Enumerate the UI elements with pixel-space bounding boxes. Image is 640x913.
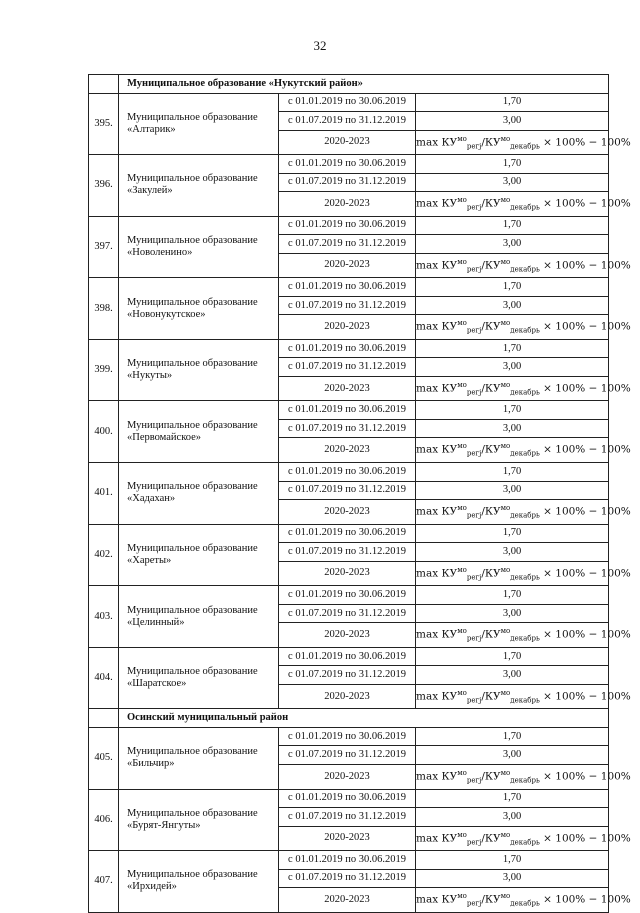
municipality-title: «Ирхидей» (127, 881, 177, 893)
row-number: 403. (89, 586, 119, 648)
formula-subscript: pегj (466, 776, 482, 785)
index-value: 1,70 (416, 155, 609, 174)
municipality-type: Муниципальное образование (127, 111, 258, 123)
period-cell: с 01.07.2019 по 31.12.2019 (279, 543, 416, 562)
formula-prefix: max КУ (416, 628, 458, 641)
municipality-name (119, 339, 279, 401)
index-formula (416, 500, 631, 525)
municipality-name (119, 401, 279, 463)
formula-prefix: max КУ (416, 259, 458, 272)
municipality-type: Муниципальное образование (127, 234, 258, 246)
period-cell: 2020-2023 (279, 253, 416, 278)
formula-superscript: мо (500, 565, 511, 574)
index-formula (416, 888, 631, 913)
index-formula (416, 253, 631, 278)
formula-superscript: мо (457, 257, 467, 266)
formula-divider: /КУ (481, 259, 501, 272)
period-cell: с 01.07.2019 по 31.12.2019 (279, 666, 416, 685)
formula-subscript: декабрь (510, 203, 540, 212)
formula-superscript: мо (457, 768, 467, 777)
formula-divider: /КУ (481, 197, 501, 210)
formula-superscript: мо (500, 627, 511, 636)
formula-divider: /КУ (481, 832, 501, 845)
formula-superscript: мо (457, 442, 467, 451)
period-cell: с 01.07.2019 по 31.12.2019 (279, 869, 416, 888)
row-number: 396. (89, 155, 119, 217)
formula-divider: /КУ (481, 567, 501, 580)
formula-subscript: pегj (466, 899, 482, 908)
table-row (89, 463, 609, 482)
period-cell: с 01.07.2019 по 31.12.2019 (279, 481, 416, 500)
index-value: 3,00 (416, 296, 609, 315)
municipality-name (119, 463, 279, 525)
table-row (89, 278, 609, 297)
municipality-type: Муниципальное образование (127, 296, 258, 308)
table-row (89, 401, 609, 420)
municipality-name (119, 647, 279, 709)
formula-subscript: pегj (466, 203, 482, 212)
period-cell: с 01.07.2019 по 31.12.2019 (279, 746, 416, 765)
index-value: 3,00 (416, 869, 609, 888)
municipality-name (119, 727, 279, 789)
index-formula (416, 561, 631, 586)
index-formula (416, 826, 631, 851)
municipality-type: Муниципальное образование (127, 542, 258, 554)
formula-prefix: max КУ (416, 136, 458, 148)
formula-superscript: мо (457, 319, 467, 328)
formula-subscript: pегj (466, 450, 482, 459)
period-cell: 2020-2023 (279, 130, 416, 155)
index-value: 3,00 (416, 666, 609, 685)
formula-suffix: × 100% − 100% (539, 136, 631, 148)
index-value: 3,00 (416, 235, 609, 254)
period-cell: с 01.01.2019 по 30.06.2019 (279, 524, 416, 543)
section-header: Муниципальное образование «Нукутский район» (119, 75, 609, 94)
formula-suffix: × 100% − 100% (539, 320, 631, 333)
formula-prefix: max КУ (416, 505, 458, 518)
table-row (89, 727, 609, 746)
formula-subscript: pегj (466, 573, 482, 582)
period-cell: 2020-2023 (279, 315, 416, 340)
municipality-name (119, 851, 279, 913)
formula-superscript: мо (500, 504, 511, 513)
formula-subscript: декабрь (510, 326, 540, 335)
formula-superscript: мо (457, 504, 467, 513)
municipality-type: Муниципальное образование (127, 419, 258, 431)
row-number: 399. (89, 339, 119, 401)
period-cell: 2020-2023 (279, 500, 416, 525)
formula-subscript: pегj (466, 511, 482, 520)
formula-divider: /КУ (481, 382, 501, 395)
municipality-title: «Новоленино» (127, 246, 193, 258)
formula-superscript: мо (500, 892, 511, 901)
period-cell: 2020-2023 (279, 561, 416, 586)
period-cell: 2020-2023 (279, 826, 416, 851)
index-formula (416, 438, 631, 463)
formula-subscript: декабрь (510, 776, 540, 785)
index-value: 3,00 (416, 746, 609, 765)
formula-superscript: мо (457, 134, 467, 143)
formula-prefix: max КУ (416, 320, 458, 333)
formula-subscript: декабрь (510, 573, 540, 582)
period-cell: с 01.01.2019 по 30.06.2019 (279, 851, 416, 870)
period-cell: 2020-2023 (279, 438, 416, 463)
section-header-blank-cell (89, 75, 119, 94)
municipality-title: «Нукуты» (127, 370, 173, 382)
municipality-type: Муниципальное образование (127, 869, 258, 881)
municipality-title: «Шаратское» (127, 678, 187, 690)
index-formula (416, 764, 631, 789)
period-cell: 2020-2023 (279, 764, 416, 789)
formula-superscript: мо (457, 688, 467, 697)
index-value: 1,70 (416, 647, 609, 666)
formula-divider: /КУ (481, 443, 501, 456)
formula-superscript: мо (500, 257, 511, 266)
formula-subscript: pегj (466, 696, 482, 705)
row-number: 395. (89, 93, 119, 155)
table-row (89, 93, 609, 112)
municipality-title: «Хареты» (127, 554, 172, 566)
index-value: 1,70 (416, 586, 609, 605)
formula-subscript: pегj (466, 634, 482, 643)
municipality-title: «Первомайское» (127, 431, 202, 443)
municipality-title: «Хадахан» (127, 493, 176, 505)
formula-superscript: мо (457, 892, 467, 901)
formula-subscript: декабрь (510, 696, 540, 705)
municipality-name (119, 789, 279, 851)
formula-superscript: мо (500, 830, 511, 839)
period-cell: с 01.01.2019 по 30.06.2019 (279, 278, 416, 297)
formula-prefix: max КУ (416, 382, 458, 395)
index-value: 3,00 (416, 481, 609, 500)
formula-superscript: мо (457, 565, 467, 574)
period-cell: с 01.07.2019 по 31.12.2019 (279, 808, 416, 827)
municipality-title: «Бурят-Янгуты» (127, 819, 201, 831)
formula-divider: /КУ (481, 770, 501, 783)
table-row (89, 155, 609, 174)
formula-superscript: мо (500, 196, 511, 205)
period-cell: с 01.07.2019 по 31.12.2019 (279, 604, 416, 623)
index-value: 1,70 (416, 524, 609, 543)
formula-subscript: pегj (466, 265, 482, 274)
table-row (89, 586, 609, 605)
formula-prefix: max КУ (416, 690, 458, 703)
formula-superscript: мо (500, 319, 511, 328)
period-cell: с 01.01.2019 по 30.06.2019 (279, 401, 416, 420)
formula-suffix: × 100% − 100% (539, 690, 631, 703)
municipality-title: «Новонукутское» (127, 308, 206, 320)
municipality-type: Муниципальное образование (127, 358, 258, 370)
row-number: 400. (89, 401, 119, 463)
formula-divider: /КУ (481, 893, 501, 906)
municipality-name (119, 524, 279, 586)
row-number: 407. (89, 851, 119, 913)
period-cell: с 01.01.2019 по 30.06.2019 (279, 789, 416, 808)
index-value: 3,00 (416, 604, 609, 623)
index-value: 3,00 (416, 173, 609, 192)
municipality-name (119, 155, 279, 217)
period-cell: с 01.01.2019 по 30.06.2019 (279, 93, 416, 112)
index-formula (416, 130, 631, 155)
page-number: 32 (313, 38, 327, 53)
formula-superscript: мо (457, 380, 467, 389)
period-cell: с 01.07.2019 по 31.12.2019 (279, 419, 416, 438)
period-cell: 2020-2023 (279, 192, 416, 217)
formula-subscript: декабрь (510, 634, 540, 643)
formula-subscript: декабрь (510, 899, 540, 908)
municipality-name (119, 586, 279, 648)
formula-prefix: max КУ (416, 893, 458, 906)
row-number: 398. (89, 278, 119, 340)
table-row (89, 851, 609, 870)
table-row (89, 647, 609, 666)
period-cell: с 01.07.2019 по 31.12.2019 (279, 235, 416, 254)
formula-suffix: × 100% − 100% (539, 443, 631, 456)
period-cell: с 01.01.2019 по 30.06.2019 (279, 586, 416, 605)
index-value: 1,70 (416, 339, 609, 358)
table-row (89, 216, 609, 235)
municipality-type: Муниципальное образование (127, 604, 258, 616)
index-formula (416, 315, 631, 340)
period-cell: 2020-2023 (279, 376, 416, 401)
formula-subscript: pегj (466, 838, 482, 847)
formula-superscript: мо (500, 380, 511, 389)
municipality-name (119, 93, 279, 155)
formula-superscript: мо (457, 196, 467, 205)
municipality-type: Муниципальное образование (127, 481, 258, 493)
index-value: 1,70 (416, 463, 609, 482)
formula-subscript: pегj (466, 326, 482, 335)
period-cell: с 01.01.2019 по 30.06.2019 (279, 155, 416, 174)
period-cell: с 01.01.2019 по 30.06.2019 (279, 647, 416, 666)
formula-prefix: max КУ (416, 443, 458, 456)
section-header: Осинский муниципальный район (119, 709, 609, 728)
formula-superscript: мо (457, 830, 467, 839)
formula-superscript: мо (457, 627, 467, 636)
index-value: 3,00 (416, 543, 609, 562)
municipality-type: Муниципальное образование (127, 173, 258, 185)
formula-suffix: × 100% − 100% (539, 505, 631, 518)
formula-subscript: декабрь (510, 265, 540, 274)
formula-divider: /КУ (481, 628, 501, 641)
section-header-blank-cell (89, 709, 119, 728)
formula-suffix: × 100% − 100% (539, 893, 631, 906)
index-formula (416, 623, 631, 648)
section-header-row (89, 709, 609, 728)
municipality-title: «Бильчир» (127, 758, 175, 770)
period-cell: с 01.01.2019 по 30.06.2019 (279, 463, 416, 482)
table-row (89, 339, 609, 358)
formula-prefix: max КУ (416, 832, 458, 845)
municipality-name (119, 216, 279, 278)
index-value: 1,70 (416, 851, 609, 870)
formula-suffix: × 100% − 100% (539, 259, 631, 272)
formula-subscript: декабрь (510, 388, 540, 397)
period-cell: 2020-2023 (279, 684, 416, 709)
index-formula (416, 684, 631, 709)
formula-subscript: декабрь (510, 450, 540, 459)
formula-prefix: max КУ (416, 567, 458, 580)
formula-suffix: × 100% − 100% (539, 832, 631, 845)
formula-suffix: × 100% − 100% (539, 197, 631, 210)
municipality-type: Муниципальное образование (127, 746, 258, 758)
formula-divider: /КУ (481, 136, 501, 148)
period-cell: с 01.07.2019 по 31.12.2019 (279, 358, 416, 377)
section-header-row (89, 75, 609, 94)
formula-superscript: мо (500, 688, 511, 697)
index-value: 1,70 (416, 93, 609, 112)
index-value: 1,70 (416, 216, 609, 235)
row-number: 405. (89, 727, 119, 789)
table-row (89, 789, 609, 808)
municipality-title: «Закулей» (127, 185, 173, 197)
municipality-title: «Целинный» (127, 616, 185, 628)
index-value: 3,00 (416, 358, 609, 377)
period-cell: 2020-2023 (279, 888, 416, 913)
index-value: 1,70 (416, 278, 609, 297)
formula-subscript: pегj (466, 142, 482, 151)
formula-divider: /КУ (481, 505, 501, 518)
formula-prefix: max КУ (416, 770, 458, 783)
formula-subscript: декабрь (510, 511, 540, 520)
formula-subscript: декабрь (510, 142, 540, 151)
municipality-type: Муниципальное образование (127, 666, 258, 678)
formula-suffix: × 100% − 100% (539, 382, 631, 395)
index-formula (416, 376, 631, 401)
index-value: 1,70 (416, 789, 609, 808)
formula-prefix: max КУ (416, 197, 458, 210)
index-value: 3,00 (416, 112, 609, 131)
tariff-index-table (88, 74, 631, 913)
index-formula (416, 192, 631, 217)
row-number: 404. (89, 647, 119, 709)
formula-suffix: × 100% − 100% (539, 628, 631, 641)
municipality-type: Муниципальное образование (127, 807, 258, 819)
municipality-name (119, 278, 279, 340)
formula-superscript: мо (500, 768, 511, 777)
index-value: 1,70 (416, 401, 609, 420)
table-row (89, 524, 609, 543)
formula-divider: /КУ (481, 320, 501, 333)
period-cell: с 01.01.2019 по 30.06.2019 (279, 727, 416, 746)
index-value: 3,00 (416, 808, 609, 827)
formula-superscript: мо (500, 134, 511, 143)
row-number: 402. (89, 524, 119, 586)
formula-superscript: мо (500, 442, 511, 451)
formula-subscript: pегj (466, 388, 482, 397)
municipality-title: «Алтарик» (127, 123, 176, 135)
period-cell: с 01.01.2019 по 30.06.2019 (279, 216, 416, 235)
formula-subscript: декабрь (510, 838, 540, 847)
period-cell: с 01.07.2019 по 31.12.2019 (279, 296, 416, 315)
formula-suffix: × 100% − 100% (539, 567, 631, 580)
row-number: 401. (89, 463, 119, 525)
index-value: 1,70 (416, 727, 609, 746)
period-cell: 2020-2023 (279, 623, 416, 648)
formula-suffix: × 100% − 100% (539, 770, 631, 783)
index-value: 3,00 (416, 419, 609, 438)
period-cell: с 01.07.2019 по 31.12.2019 (279, 173, 416, 192)
row-number: 406. (89, 789, 119, 851)
period-cell: с 01.07.2019 по 31.12.2019 (279, 112, 416, 131)
period-cell: с 01.01.2019 по 30.06.2019 (279, 339, 416, 358)
row-number: 397. (89, 216, 119, 278)
formula-divider: /КУ (481, 690, 501, 703)
